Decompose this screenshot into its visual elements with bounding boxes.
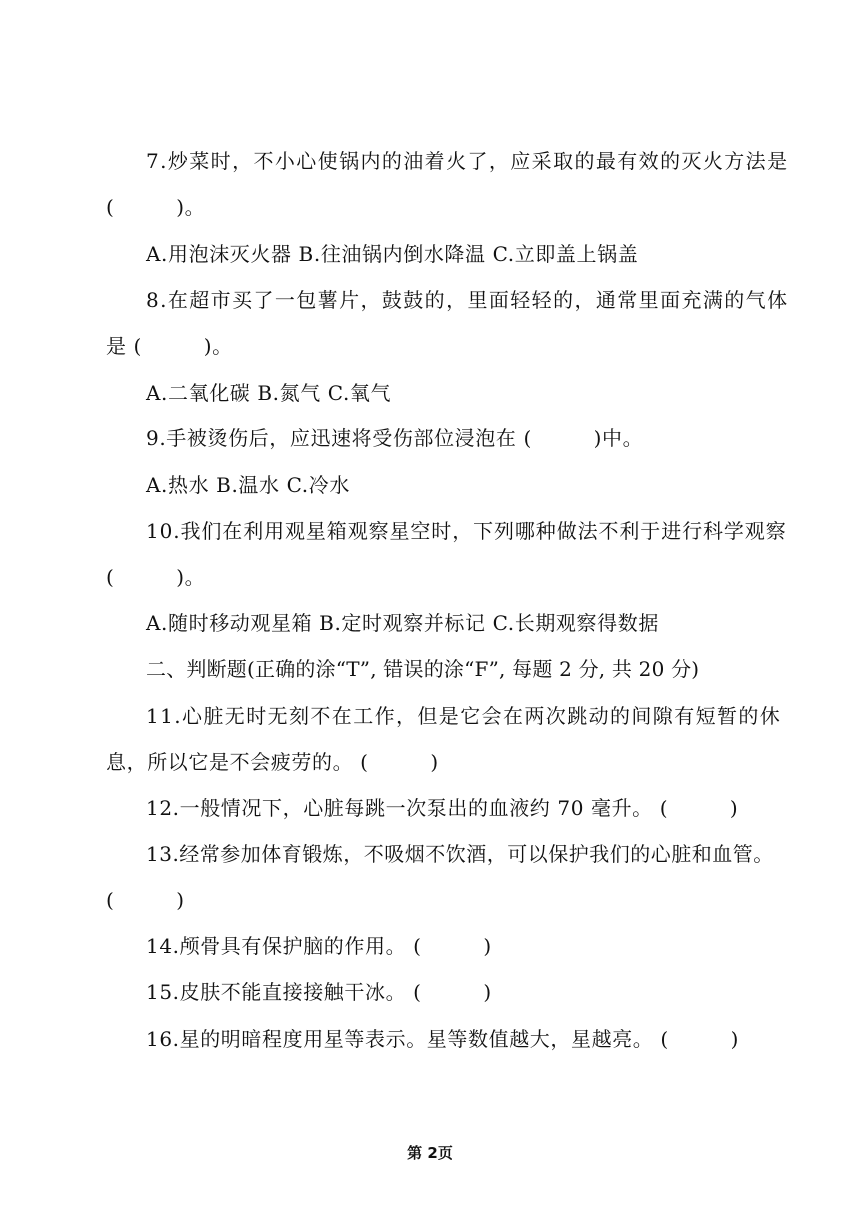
q10-stem-line1: 10.我们在利用观星箱观察星空时，下列哪种做法不利于进行科学观察 xyxy=(146,519,787,543)
page-number: 第 2页 xyxy=(407,1144,453,1162)
q11-stem-line1: 11.心脏无时无刻不在工作，但是它会在两次跳动的间隙有短暂的休 xyxy=(146,704,782,728)
q10-options: A.随时移动观星箱 B.定时观察并标记 C.长期观察得数据 xyxy=(146,611,659,635)
q14-stem: 14.颅骨具有保护脑的作用。 ( ) xyxy=(146,934,492,958)
q12-stem: 12.一般情况下，心脏每跳一次泵出的血液约 70 毫升。 ( ) xyxy=(146,796,739,820)
q8-stem-line1: 8.在超市买了一包薯片，鼓鼓的，里面轻轻的，通常里面充满的气体 xyxy=(146,288,789,312)
q10-stem-line2: ( )。 xyxy=(106,565,206,589)
q7-options: A.用泡沫灭火器 B.往油锅内倒水降温 C.立即盖上锅盖 xyxy=(146,242,639,266)
q8-options: A.二氧化碳 B.氮气 C.氧气 xyxy=(146,381,392,405)
q9-options: A.热水 B.温水 C.冷水 xyxy=(146,473,350,497)
q7-stem-line2: ( )。 xyxy=(106,195,206,219)
q13-stem-line2: ( ) xyxy=(106,888,185,912)
q11-stem-line2: 息，所以它是不会疲劳的。 ( ) xyxy=(106,750,439,774)
q8-stem-line2: 是 ( )。 xyxy=(106,334,233,358)
q9-stem: 9.手被烫伤后，应迅速将受伤部位浸泡在 ( )中。 xyxy=(146,426,644,450)
section-heading: 二、判断题(正确的涂“T”, 错误的涂“F”, 每题 2 分, 共 20 分) xyxy=(146,657,700,681)
q15-stem: 15.皮肤不能直接接触干冰。 ( ) xyxy=(146,980,492,1004)
q13-stem-line1: 13.经常参加体育锻炼，不吸烟不饮酒，可以保护我们的心脏和血管。 xyxy=(146,842,774,866)
q7-stem-line1: 7.炒菜时，不小心使锅内的油着火了，应采取的最有效的灭火方法是 xyxy=(146,149,789,173)
q16-stem: 16.星的明暗程度用星等表示。星等数值越大，星越亮。 ( ) xyxy=(146,1027,739,1051)
